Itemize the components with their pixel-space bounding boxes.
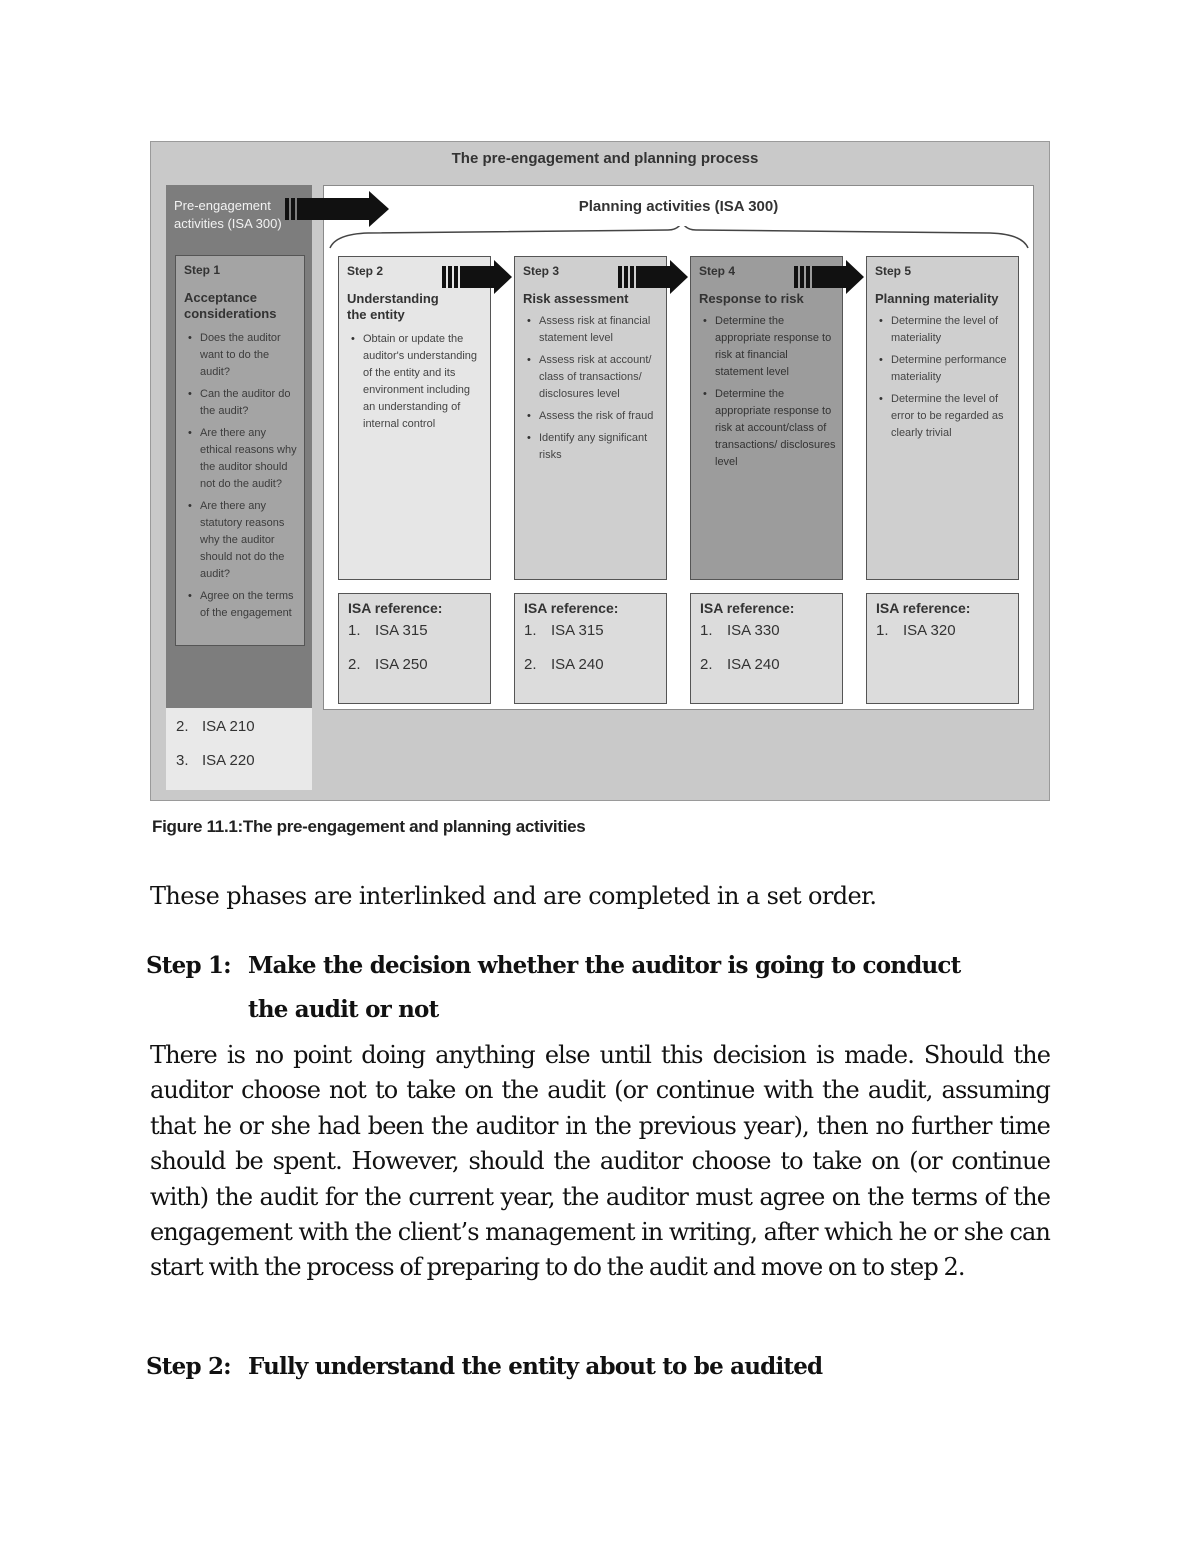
bullet-item: • Assess risk at account/ class of transactions/ disclosures level <box>539 352 657 403</box>
bullet-item: • Are there any statutory reasons why the auditor should not do the audit? <box>200 498 300 583</box>
arrow-right-icon <box>618 260 690 296</box>
isa-ref-item: 1. ISA 320 <box>876 622 956 639</box>
bullet-item: • Are there any ethical reasons why the auditor should not do the audit? <box>200 425 300 493</box>
isa-ref-item: 3. ISA 220 <box>176 752 255 769</box>
figure-title: The pre-engagement and planning process <box>451 150 759 167</box>
bullet-item: • Does the auditor want to do the audit? <box>200 330 300 381</box>
step4-ref-box <box>690 593 843 704</box>
step2-name-line: Understanding <box>347 291 439 306</box>
step1-name-line: Acceptance <box>184 290 257 305</box>
step4-label: Step 4 <box>699 264 736 278</box>
arrow-right-icon <box>285 191 395 229</box>
figure-caption: Figure 11.1:The pre-engagement and planning activities <box>152 817 586 836</box>
isa-ref-item: 1. ISA 315 <box>524 622 604 639</box>
intro-text: These phases are interlinked and are completed in a set order. <box>150 882 877 910</box>
arrow-right-icon <box>794 260 866 296</box>
step3-name-line: Risk assessment <box>523 291 629 306</box>
bullet-item: • Determine the appropriate response to risk at account/class of transactions/ disclosures level <box>715 386 839 471</box>
body-paragraph: There is no point doing anything else until this decision is made. Should the auditor choose not to take on the audit (or continue with the audit, assuming that he or she had been the auditor in the previous year), then no further time should be spent. However, should the auditor choose to take on (or continue with) the audit for the current year, the auditor must agree on the terms of the engagement with the client’s management in writing, after which he or she can start with the process of preparing to do the audit and move on to step 2. <box>150 1041 1050 1282</box>
step3-name <box>523 291 629 307</box>
step1-label: Step 1 <box>184 263 221 277</box>
bullet-item: • Determine performance materiality <box>891 352 1009 386</box>
pre-engagement-header-line: activities (ISA 300) <box>174 216 282 231</box>
bullet-item: • Assess the risk of fraud <box>539 408 657 425</box>
isa-ref-item: 2. ISA 250 <box>348 656 428 673</box>
step2-name-line: the entity <box>347 307 405 322</box>
step1-name <box>184 290 276 322</box>
ref-heading: ISA reference: <box>876 600 971 616</box>
pre-engagement-header <box>174 197 282 233</box>
step2-label: Step 2 <box>347 264 384 278</box>
step5-label: Step 5 <box>875 264 912 278</box>
planning-title: Planning activities (ISA 300) <box>578 198 779 215</box>
step1-heading-cont: the audit or not <box>248 996 439 1023</box>
step4-name <box>699 291 804 307</box>
pre-engagement-header-line: Pre-engagement <box>174 198 271 213</box>
step5-ref-box <box>866 593 1019 704</box>
bullet-item: • Agree on the terms of the engagement <box>200 588 300 622</box>
step5-bullets <box>875 313 1009 447</box>
bullet-item: • Can the auditor do the audit? <box>200 386 300 420</box>
step5-name-line: Planning materiality <box>875 291 999 306</box>
ref-heading: ISA reference: <box>348 600 443 616</box>
step4-box <box>690 256 843 580</box>
step1-heading: Make the decision whether the auditor is going to conduct <box>248 952 961 979</box>
isa-ref-item: 2. ISA 210 <box>176 718 255 735</box>
step1-box <box>175 255 305 646</box>
bullet-item: • Determine the level of materiality <box>891 313 1009 347</box>
step3-label: Step 3 <box>523 264 560 278</box>
ref-heading: ISA reference: <box>700 600 795 616</box>
step2-name <box>347 291 439 323</box>
step1-name-line: considerations <box>184 306 277 321</box>
bullet-item: • Assess risk at financial statement level <box>539 313 657 347</box>
step4-bullets <box>699 313 839 476</box>
step2-number: Step 2: <box>146 1353 231 1380</box>
step2-box <box>338 256 491 580</box>
step1-number: Step 1: <box>146 952 231 979</box>
step5-box <box>866 256 1019 580</box>
bullet-item: • Determine the level of error to be regarded as clearly trivial <box>891 391 1009 442</box>
bullet-item: • Obtain or update the auditor's understanding of the entity and its environment including an understanding of internal control <box>363 331 481 433</box>
brace-icon <box>328 226 1030 256</box>
process-figure <box>150 141 1050 801</box>
pre-engagement-column <box>166 185 312 790</box>
step1-bullets <box>184 330 300 627</box>
bullet-item: • Identify any significant risks <box>539 430 657 464</box>
step4-name-line: Response to risk <box>699 291 804 306</box>
bullet-item: • Determine the appropriate response to risk at financial statement level <box>715 313 839 381</box>
step3-ref-box <box>514 593 667 704</box>
isa-ref-item: 2. ISA 240 <box>700 656 780 673</box>
ref-heading: ISA reference: <box>524 600 619 616</box>
isa-ref-item: 1. ISA 330 <box>700 622 780 639</box>
arrow-right-icon <box>442 260 514 296</box>
step2-heading: Fully understand the entity about to be audited <box>248 1353 823 1380</box>
step5-name <box>875 291 999 307</box>
pre-engagement-refs <box>166 708 312 790</box>
step3-box <box>514 256 667 580</box>
step3-bullets <box>523 313 657 469</box>
isa-ref-item: 2. ISA 240 <box>524 656 604 673</box>
isa-ref-item: 1. ISA 315 <box>348 622 428 639</box>
step2-ref-box <box>338 593 491 704</box>
step2-bullets <box>347 331 481 438</box>
